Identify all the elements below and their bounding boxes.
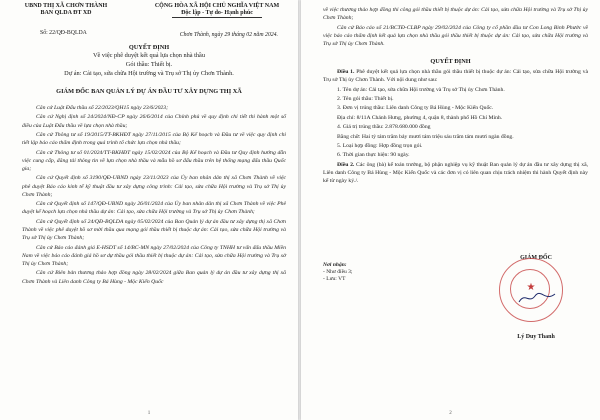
title-package: Gói thầu: Thiết bị.: [125, 61, 173, 68]
item-value-in-words: Bằng chữ: Hai tỷ tám trăm bảy mươi tám triệu sáu trăm tám mươi ngàn đồng.: [337, 133, 514, 140]
recipient-line: - Như điều 3;: [323, 269, 353, 275]
legal-basis-item: Căn cứ Luật Đấu thầu số 22/2023/QH15 ngày 23/6/2023;: [36, 105, 169, 111]
issuer-block: [6, 3, 126, 17]
legal-basis-item: Căn cứ Quyết định số 24/QĐ-BQLDA ngày 05/02/2024 của Ban Quản lý dự án đầu tư xây dựng thị xã Chơn Thành về việc phê duyệt hồ sơ mời thầu qua mạng gói thầu thiết bị thuộc dự án: Cải tạo, sửa chữa Hội trường và Trụ sở Thị ủy Chơn Thành;: [22, 218, 286, 242]
article-2-label: Điều 2.: [337, 161, 355, 168]
seal-star-icon: ★: [526, 282, 536, 293]
recipients-block: [323, 262, 352, 283]
item-contract-type: 5. Loại hợp đồng: Hợp đồng trọn gói.: [337, 142, 423, 149]
legal-basis-item: Căn cứ Báo cáo đánh giá E-HSDT số 14/BC-MN ngày 27/02/2024 của Công ty TNHH tư vấn đấu thầu Miền Nam về việc báo cáo đánh giá hồ sơ dự thầu gói thầu thiết bị thuộc dự án: Cải tạo, sửa chữa Hội trường và Trụ sở Thị ủy Chơn Thành;: [22, 244, 286, 267]
handwritten-signature: [517, 290, 557, 306]
legal-basis-item: Căn cứ Báo cáo số 21/BCTĐ-CLBP ngày 29/02/2024 của Công ty cổ phần đầu tư Con Long Bình Phước về việc báo cáo thẩm định kết quả lựa chọn nhà thầu gói thầu thiết bị thuộc dự án: Cải tạo, sửa chữa Hội trường và Trụ sở Thị ủy Chơn Thành.: [323, 24, 588, 47]
issuer-line-2: BAN QLDA ĐT XD: [40, 10, 92, 16]
item-project-name: 1. Tên dự án: Cải tạo, sửa chữa Hội trường và Trụ sở Thị ủy Chơn Thành.: [337, 86, 505, 93]
article-1: [323, 68, 588, 84]
legal-basis-item: Căn cứ Thông tư số 01/2024/TT-BKHĐT ngày 15/02/2024 của Bộ Kế hoạch và Đầu tư Quy định hướng dẫn việc cung cấp, đăng tải thông tin về lựa chọn nhà thầu và mẫu hồ sơ đấu thầu trên hệ thống mạng đấu thầu Quốc gia;: [22, 149, 286, 172]
legal-basis-item: Căn cứ Quyết định số 3190/QĐ-UBND ngày 23/11/2023 của Ủy ban nhân dân thị xã Chơn Thành về việc phê duyệt Báo cáo kinh tế kỹ thuật đầu tư xây dựng công trình: Cải tạo, sửa chữa Hội trường và Trụ sở Thị ủy Chơn Thành;: [22, 175, 286, 198]
item-winning-bidder: 3. Đơn vị trúng thầu: Liên danh Công ty Bá Hùng - Mộc Kiến Quốc.: [337, 105, 494, 112]
legal-basis-item: về việc thương thảo hợp đồng thi công gói thầu thiết bị thuộc dự án: Cải tạo, sửa chữa Hội trường và Trụ sở Thị ủy Chơn Thành;: [323, 7, 588, 22]
reference-number: Số: 22/QĐ-BQLDA: [40, 30, 87, 36]
motto-line-1: CỘNG HÒA XÃ HỘI CHỦ NGHĨA VIỆT NAM: [154, 3, 280, 9]
motto-underline: [172, 17, 262, 18]
signature-title: GIÁM ĐỐC: [520, 255, 552, 261]
title-decision: QUYẾT ĐỊNH: [128, 44, 170, 51]
issue-date: Chơn Thành, ngày 29 tháng 02 năm 2024.: [179, 32, 278, 38]
legal-basis-continued: [323, 6, 588, 49]
article-1-text: Phê duyệt kết quả lựa chọn nhà thầu gói thầu thiết bị thuộc dự án: Cải tạo, sửa chữa Hội trường và Trụ sở Thị ủy Chơn Thành. Với nội dung như sau:: [323, 69, 589, 84]
recipients-heading: Nơi nhận:: [323, 262, 347, 268]
legal-basis-list: [22, 104, 286, 287]
legal-basis-item: Căn cứ Quyết định số 147/QĐ-UBND ngày 26/01/2024 của Ủy ban nhân dân thị xã Chơn Thành về việc Phê duyệt kế hoạch lựa chọn nhà thầu dự án: Cải tạo, sửa chữa Hội trường và Trụ sở Thị ủy Chơn Thành;: [22, 201, 286, 216]
article-2-text: Các ông (bà) kế toán trưởng, bộ phận nghiệp vụ kỹ thuật Ban quản lý dự án đầu tư xây dựng thị xã, Liên danh Công ty Bá Hùng - Mộc Kiến Quốc và các đơn vị có liên quan chịu trách nhiệm thi hành Quyết định này kể từ ngày ký./.: [323, 161, 589, 185]
issuer-line-1: UBND THỊ XÃ CHƠN THÀNH: [24, 3, 108, 9]
article-2: [323, 161, 588, 186]
document-page-1: [0, 0, 298, 420]
title-project: Dự án: Cải tạo, sửa chữa Hội trường và Trụ sở Thị ủy Chơn Thành.: [64, 70, 234, 77]
signer-name: Lý Duy Thanh: [517, 334, 555, 340]
motto-line-2: Độc lập - Tự do- Hạnh phúc: [181, 10, 253, 16]
item-address: Địa chỉ: 8/11A Chánh Hưng, phường 4, quận 8, thành phố Hồ Chí Minh.: [337, 114, 503, 121]
item-contract-value: 4. Giá trị trúng thầu: 2.878.680.000 đồng: [337, 124, 431, 131]
title-subject: Về việc phê duyệt kết quả lựa chọn nhà thầu: [93, 52, 205, 59]
legal-basis-item: Căn cứ Thông tư số 19/2015/TT-BKHĐT ngày 27/11/2015 của Bộ Kế hoạch và Đầu tư về việc quy định chi tiết lập báo cáo thẩm định trong quá trình tổ chức lựa chọn nhà thầu;: [22, 131, 286, 147]
document-page-2: [301, 0, 600, 420]
document-header: [6, 3, 292, 33]
national-motto-block: [142, 3, 292, 18]
article-1-label: Điều 1.: [337, 69, 355, 75]
page-number: 2: [449, 411, 452, 416]
decision-body: [323, 68, 588, 187]
page-number: 1: [147, 411, 151, 416]
item-duration: 6. Thời gian thực hiện: 90 ngày.: [337, 152, 410, 159]
authority-heading: GIÁM ĐỐC BAN QUẢN LÝ DỰ ÁN ĐẦU TƯ XÂY DỰNG THỊ XÃ: [56, 88, 242, 95]
item-package-name: 2. Tên gói thầu: Thiết bị.: [337, 95, 394, 102]
decision-heading: QUYẾT ĐỊNH: [430, 58, 471, 65]
legal-basis-item: Căn cứ Biên bản thương thảo hợp đồng ngày 28/02/2024 giữa Ban quản lý dự án đầu tư xây dựng thị xã Chơn Thành và Liên danh Công ty Bá Hùng - Mộc Kiến Quốc: [22, 270, 286, 285]
recipient-line: - Lưu: VT: [323, 276, 346, 282]
legal-basis-item: Căn cứ Nghị định số 24/2024/NĐ-CP ngày 26/6/2014 của Chính phủ về quy định chi tiết thi hành một số điều của Luật Đấu thầu về lựa chọn nhà thầu;: [22, 114, 286, 129]
